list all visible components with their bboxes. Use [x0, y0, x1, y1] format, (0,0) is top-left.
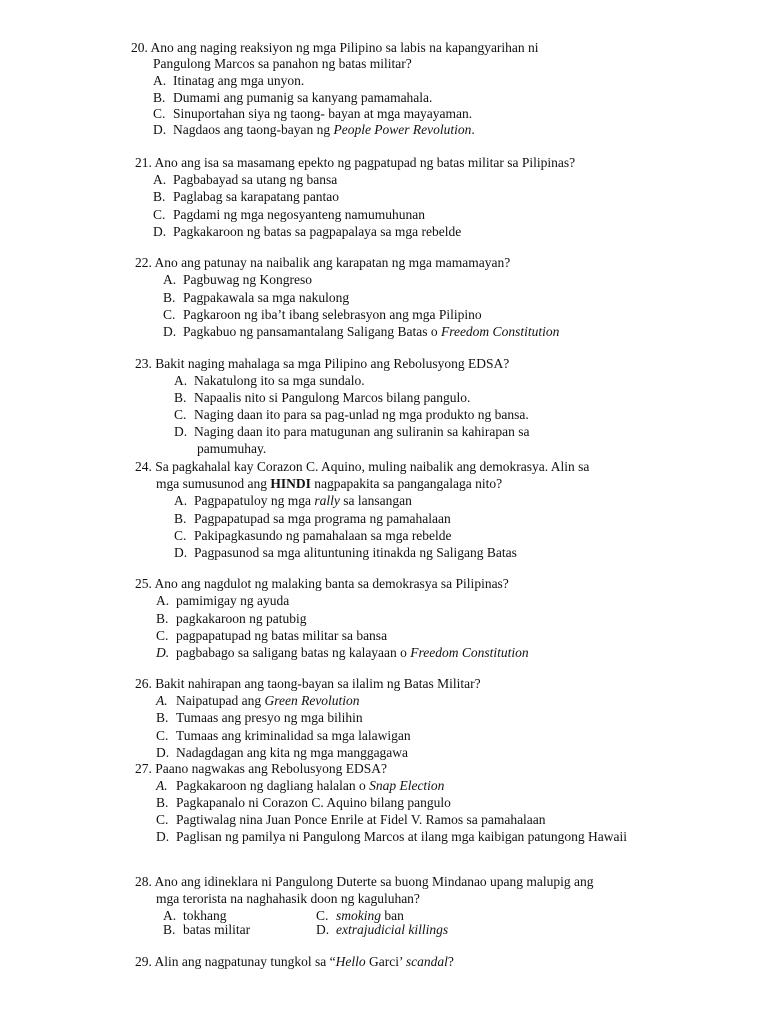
question-23-option-c: C. Naging daan ito para sa pag-unlad ng mga produkto ng bansa. — [174, 407, 529, 422]
question-27-option-a: A. Pagkakaroon ng dagliang halalan o Snap Election — [156, 778, 445, 793]
question-22-option-a: A. Pagbuwag ng Kongreso — [163, 272, 312, 287]
question-25-option-b: B. pagkakaroon ng patubig — [156, 611, 307, 626]
question-25-stem: 25. Ano ang nagdulot ng malaking banta sa demokrasya sa Pilipinas? — [135, 576, 509, 591]
question-21-option-c: C. Pagdami ng mga negosyanteng namumuhunan — [153, 207, 425, 222]
question-28-stem: 28. Ano ang idineklara ni Pangulong Duterte sa buong Mindanao upang malupig ang — [135, 874, 594, 889]
question-28-stem-cont: mga terorista na naghahasik doon ng kaguluhan? — [156, 891, 420, 906]
question-28-option-a: A. tokhang — [163, 908, 227, 923]
question-28-option-b: B. batas militar — [163, 922, 251, 937]
question-22-option-b: B. Pagpakawala sa mga nakulong — [163, 290, 350, 305]
question-29-stem: 29. Alin ang nagpatunay tungkol sa “Hello Garci’ scandal? — [135, 954, 454, 969]
question-24-option-a: A. Pagpapatuloy ng mga rally sa lansangan — [174, 493, 412, 508]
question-26-option-a: A. Naipatupad ang Green Revolution — [156, 693, 360, 708]
question-24-stem: 24. Sa pagkahalal kay Corazon C. Aquino, muling naibalik ang demokrasya. Alin sa — [135, 459, 590, 474]
question-21-option-a: A. Pagbabayad sa utang ng bansa — [153, 172, 338, 187]
question-28-option-d: D. extrajudicial killings — [316, 922, 449, 937]
question-21-option-b: B. Paglabag sa karapatang pantao — [153, 189, 340, 204]
question-26-stem: 26. Bakit nahirapan ang taong-bayan sa ilalim ng Batas Militar? — [135, 676, 481, 691]
question-27-stem: 27. Paano nagwakas ang Rebolusyong EDSA? — [135, 761, 387, 776]
question-24-stem-cont: mga sumusunod ang HINDI nagpapakita sa pangangalaga nito? — [156, 476, 503, 491]
question-24-option-c: C. Pakipagkasundo ng pamahalaan sa mga rebelde — [174, 528, 452, 543]
question-23-option-b: B. Napaalis nito si Pangulong Marcos bilang pangulo. — [174, 390, 471, 405]
question-23-option-d-cont: pamumuhay. — [197, 441, 267, 456]
question-25-option-c: C. pagpapatupad ng batas militar sa bansa — [156, 628, 388, 643]
question-20-option-b: B. Dumami ang pumanig sa kanyang pamamahala. — [153, 90, 433, 105]
question-21-stem: 21. Ano ang isa sa masamang epekto ng pagpatupad ng batas militar sa Pilipinas? — [135, 155, 576, 170]
question-26-option-b: B. Tumaas ang presyo ng mga bilihin — [156, 710, 363, 725]
question-20-stem-cont: Pangulong Marcos sa panahon ng batas militar? — [153, 56, 412, 71]
question-27-option-c: C. Pagtiwalag nina Juan Ponce Enrile at Fidel V. Ramos sa pamahalaan — [156, 812, 546, 827]
question-25-option-d: D. pagbabago sa saligang batas ng kalayaan o Freedom Constitution — [156, 645, 529, 660]
question-22-stem: 22. Ano ang patunay na naibalik ang karapatan ng mga mamamayan? — [135, 255, 511, 270]
question-26-option-d: D. Nadagdagan ang kita ng mga manggagawa — [156, 745, 409, 760]
question-20-option-a: A. Itinatag ang mga unyon. — [153, 73, 305, 88]
question-22-option-c: C. Pagkaroon ng iba’t ibang selebrasyon ang mga Pilipino — [163, 307, 482, 322]
question-23-stem: 23. Bakit naging mahalaga sa mga Pilipino ang Rebolusyong EDSA? — [135, 356, 510, 371]
question-23-option-a: A. Nakatulong ito sa mga sundalo. — [174, 373, 365, 388]
question-27-option-b: B. Pagkapanalo ni Corazon C. Aquino bilang pangulo — [156, 795, 451, 810]
question-20-stem: 20. Ano ang naging reaksiyon ng mga Pilipino sa labis na kapangyarihan ni — [131, 40, 539, 55]
question-25-option-a: A. pamimigay ng ayuda — [156, 593, 290, 608]
question-23-option-d: D. Naging daan ito para matugunan ang suliranin sa kahirapan sa — [174, 424, 530, 439]
question-27-option-d: D. Paglisan ng pamilya ni Pangulong Marcos at ilang mga kaibigan patungong Hawaii — [156, 829, 628, 844]
question-28-option-c: C. smoking ban — [316, 908, 404, 923]
question-20-option-c: C. Sinuportahan siya ng taong- bayan at mga mayayaman. — [153, 106, 473, 121]
question-22-option-d: D. Pagkabuo ng pansamantalang Saligang Batas o Freedom Constitution — [163, 324, 560, 339]
question-20-option-d: D. Nagdaos ang taong-bayan ng People Power Revolution. — [153, 122, 475, 137]
question-21-option-d: D. Pagkakaroon ng batas sa pagpapalaya sa mga rebelde — [153, 224, 462, 239]
question-24-option-d: D. Pagpasunod sa mga alituntuning itinakda ng Saligang Batas — [174, 545, 517, 560]
question-26-option-c: C. Tumaas ang kriminalidad sa mga lalawigan — [156, 728, 411, 743]
question-24-option-b: B. Pagpapatupad sa mga programa ng pamahalaan — [174, 511, 451, 526]
